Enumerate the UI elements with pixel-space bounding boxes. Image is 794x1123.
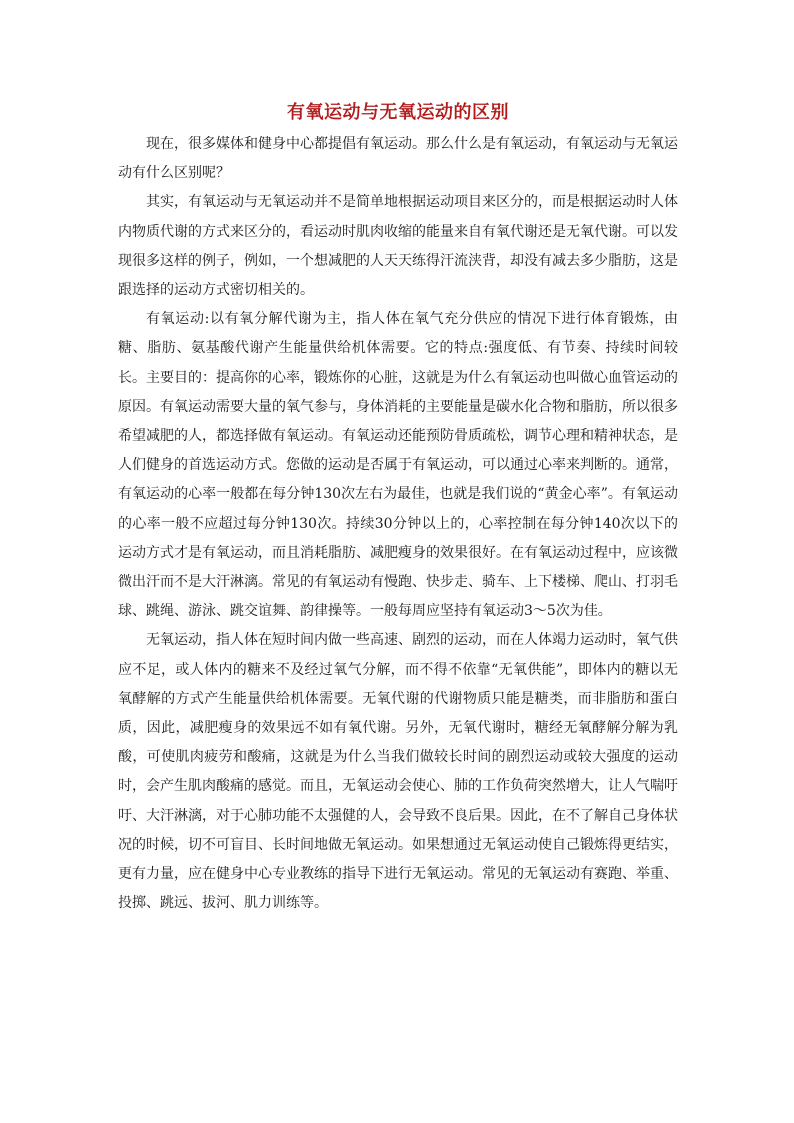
paragraph-intro: 现在，很多媒体和健身中心都提倡有氧运动。那么什么是有氧运动，有氧运动与无氧运动有什么区别呢？ <box>118 136 678 182</box>
document-title: 有氧运动与无氧运动的区别 <box>287 102 509 123</box>
paragraph-anaerobic: 无氧运动，指人体在短时间内做一些高速、剧烈的运动，而在人体竭力运动时，氧气供应不足，或人体内的糖来不及经过氧气分解，而不得不依靠“无氧供能”，即体内的糖以无氧酵解的方式产生能量供给机体需要。无氧代谢的代谢物质只能是糖类，而非脂肪和蛋白质，因此，减肥瘦身的效果远不如有氧代谢。另外，无氧代谢时，糖经无氧酵解分解为乳酸，可使肌肉疲劳和酸痛，这就是为什么当我们做较长时间的剧烈运动或较大强度的运动时，会产生肌肉酸痛的感觉。而且，无氧运动会使心、肺的工作负荷突然增大，让人气喘吁吁、大汗淋漓，对于心肺功能不太强健的人，会导致不良后果。因此，在不了解自己身体状况的时候，切不可盲目、长时间地做无氧运动。如果想通过无氧运动使自己锻炼得更结实，更有力量，应在健身中心专业教练的指导下进行无氧运动。常见的无氧运动有赛跑、举重、投掷、跳远、拔河、肌力训练等。 <box>118 632 678 912</box>
paragraph-aerobic: 有氧运动:以有氧分解代谢为主，指人体在氧气充分供应的情况下进行体育锻炼，由糖、脂肪、氨基酸代谢产生能量供给机体需要。它的特点:强度低、有节奏、持续时间较长。主要目的：提高你的心率，锻炼你的心脏，这就是为什么有氧运动也叫做心血管运动的原因。有氧运动需要大量的氧气参与，身体消耗的主要能量是碳水化合物和脂肪，所以很多希望减肥的人，都选择做有氧运动。有氧运动还能预防骨质疏松，调节心理和精神状态，是人们健身的首选运动方式。您做的运动是否属于有氧运动，可以通过心率来判断的。通常，有氧运动的心率一般都在每分钟130次左右为最佳，也就是我们说的“黄金心率”。有氧运动的心率一般不应超过每分钟130次。持续30分钟以上的，心率控制在每分钟140次以下的运动方式才是有氧运动，而且消耗脂肪、减肥瘦身的效果很好。在有氧运动过程中，应该微微出汗而不是大汗淋漓。常见的有氧运动有慢跑、快步走、骑车、上下楼梯、爬山、打羽毛球、跳绳、游泳、跳交谊舞、韵律操等。一般每周应坚持有氧运动3～5次为佳。 <box>118 311 678 620</box>
paragraph-distinction: 其实，有氧运动与无氧运动并不是简单地根据运动项目来区分的，而是根据运动时人体内物质代谢的方式来区分的，看运动时肌肉收缩的能量来自有氧代谢还是无氧代谢。可以发现很多这样的例子，例如，一个想减肥的人天天练得汗流浃背，却没有减去多少脂肪，这是跟选择的运动方式密切相关的。 <box>118 194 678 299</box>
document-page <box>118 100 678 918</box>
